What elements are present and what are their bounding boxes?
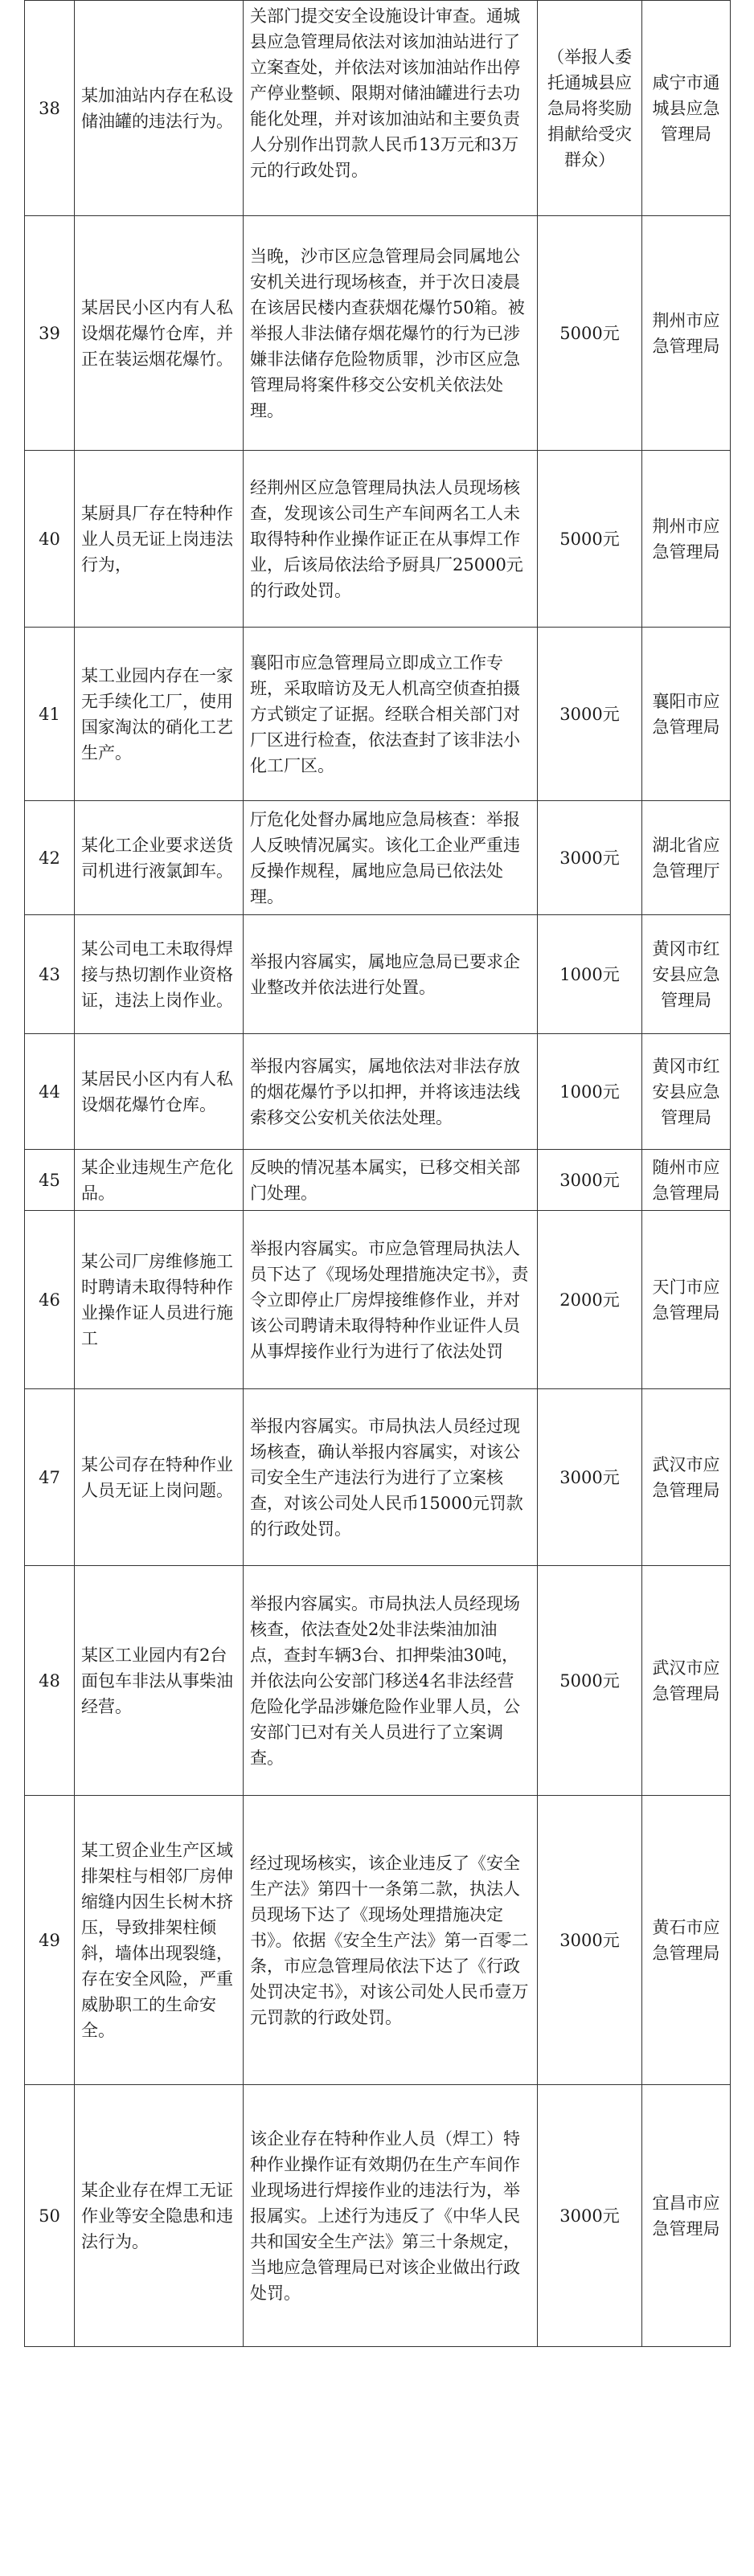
handling-department: 随州市应急管理局 — [642, 1150, 731, 1211]
handling-result: 该企业存在特种作业人员（焊工）特种作业操作证有效期仍在生产车间作业现场进行焊接作业的违法行为，举报属实。上述行为违反了《中华人民共和国安全生产法》第三十条规定，当地应急管理局已对该企业做出行政处罚。 — [244, 2085, 538, 2347]
reward-amount: 5000元 — [538, 216, 642, 451]
reward-amount: 3000元 — [538, 801, 642, 915]
table-row — [25, 1389, 731, 1566]
reported-problem: 某加油站内存在私设储油罐的违法行为。 — [75, 1, 244, 216]
handling-department: 武汉市应急管理局 — [642, 1389, 731, 1566]
row-number: 45 — [25, 1150, 75, 1211]
handling-department: 黄冈市红安县应急管理局 — [642, 1034, 731, 1150]
reported-problem: 某居民小区内有人私设烟花爆竹仓库。 — [75, 1034, 244, 1150]
reward-amount: 5000元 — [538, 1566, 642, 1796]
table-row — [25, 1, 731, 216]
reported-problem: 某企业存在焊工无证作业等安全隐患和违法行为。 — [75, 2085, 244, 2347]
handling-result: 经过现场核实，该企业违反了《安全生产法》第四十一条第二款，执法人员现场下达了《现场处理措施决定书》。依据《安全生产法》第一百零二条，市应急管理局依法下达了《行政处罚决定书》，对该公司处人民币壹万元罚款的行政处罚。 — [244, 1796, 538, 2085]
reward-amount: （举报人委托通城县应急局将奖励捐献给受灾群众） — [538, 1, 642, 216]
reported-problem: 某化工企业要求送货司机进行液氯卸车。 — [75, 801, 244, 915]
table-row — [25, 915, 731, 1034]
table-row — [25, 1566, 731, 1796]
handling-department: 黄冈市红安县应急管理局 — [642, 915, 731, 1034]
reward-amount: 5000元 — [538, 451, 642, 628]
row-number: 41 — [25, 628, 75, 801]
row-number: 48 — [25, 1566, 75, 1796]
handling-department: 荆州市应急管理局 — [642, 216, 731, 451]
row-number: 44 — [25, 1034, 75, 1150]
handling-result: 反映的情况基本属实，已移交相关部门处理。 — [244, 1150, 538, 1211]
handling-result: 厅危化处督办属地应急局核查：举报人反映情况属实。该化工企业严重违反操作规程，属地应急局已依法处理。 — [244, 801, 538, 915]
handling-department: 武汉市应急管理局 — [642, 1566, 731, 1796]
row-number: 39 — [25, 216, 75, 451]
reported-problem: 某工业园内存在一家无手续化工厂，使用国家淘汰的硝化工艺生产。 — [75, 628, 244, 801]
row-number: 46 — [25, 1211, 75, 1389]
handling-result: 举报内容属实，属地依法对非法存放的烟花爆竹予以扣押，并将该违法线索移交公安机关依法处理。 — [244, 1034, 538, 1150]
table-row — [25, 1211, 731, 1389]
reported-problem: 某区工业园内有2台面包车非法从事柴油经营。 — [75, 1566, 244, 1796]
reward-amount: 3000元 — [538, 628, 642, 801]
reported-problem: 某公司厂房维修施工时聘请未取得特种作业操作证人员进行施工 — [75, 1211, 244, 1389]
table-row — [25, 801, 731, 915]
row-number: 50 — [25, 2085, 75, 2347]
reward-amount: 3000元 — [538, 1389, 642, 1566]
reward-amount: 2000元 — [538, 1211, 642, 1389]
handling-department: 襄阳市应急管理局 — [642, 628, 731, 801]
row-number: 38 — [25, 1, 75, 216]
reported-problem: 某工贸企业生产区域排架柱与相邻厂房伸缩缝内因生长树木挤压，导致排架柱倾斜，墙体出现裂缝，存在安全风险，严重威胁职工的生命安全。 — [75, 1796, 244, 2085]
table-row — [25, 1034, 731, 1150]
handling-result: 举报内容属实，属地应急局已要求企业整改并依法进行处置。 — [244, 915, 538, 1034]
table-row — [25, 451, 731, 628]
reward-table-page — [24, 0, 730, 2347]
reward-amount: 3000元 — [538, 2085, 642, 2347]
handling-department: 湖北省应急管理厅 — [642, 801, 731, 915]
reward-amount: 1000元 — [538, 1034, 642, 1150]
table-row — [25, 1150, 731, 1211]
reported-problem: 某公司存在特种作业人员无证上岗问题。 — [75, 1389, 244, 1566]
table-row — [25, 628, 731, 801]
handling-result: 当晚，沙市区应急管理局会同属地公安机关进行现场核查，并于次日凌晨在该居民楼内查获烟花爆竹50箱。被举报人非法储存烟花爆竹的行为已涉嫌非法储存危险物质罪，沙市区应急管理局将案件移交公安机关依法处理。 — [244, 216, 538, 451]
row-number: 43 — [25, 915, 75, 1034]
handling-result: 举报内容属实。市局执法人员经现场核查，依法查处2处非法柴油加油点，查封车辆3台、扣押柴油30吨，并依法向公安部门移送4名非法经营危险化学品涉嫌危险作业罪人员，公安部门已对有关人员进行了立案调查。 — [244, 1566, 538, 1796]
handling-result: 襄阳市应急管理局立即成立工作专班，采取暗访及无人机高空侦查拍摄方式锁定了证据。经联合相关部门对厂区进行检查，依法查封了该非法小化工厂区。 — [244, 628, 538, 801]
handling-result: 举报内容属实。市应急管理局执法人员下达了《现场处理措施决定书》，责令立即停止厂房焊接维修作业，并对该公司聘请未取得特种作业证件人员从事焊接作业行为进行了依法处罚 — [244, 1211, 538, 1389]
handling-department: 天门市应急管理局 — [642, 1211, 731, 1389]
row-number: 47 — [25, 1389, 75, 1566]
reported-problem: 某居民小区内有人私设烟花爆竹仓库，并正在装运烟花爆竹。 — [75, 216, 244, 451]
handling-result: 关部门提交安全设施设计审查。通城县应急管理局依法对该加油站进行了立案查处，并依法对该加油站作出停产停业整顿、限期对储油罐进行去功能化处理，并对该加油站和主要负责人分别作出罚款人民币13万元和3万元的行政处罚。 — [244, 1, 538, 216]
reward-amount: 1000元 — [538, 915, 642, 1034]
table-row — [25, 1796, 731, 2085]
handling-department: 咸宁市通城县应急管理局 — [642, 1, 731, 216]
handling-department: 荆州市应急管理局 — [642, 451, 731, 628]
handling-department: 宜昌市应急管理局 — [642, 2085, 731, 2347]
handling-result: 经荆州区应急管理局执法人员现场核查，发现该公司生产车间两名工人未取得特种作业操作证正在从事焊工作业，后该局依法给予厨具厂25000元的行政处罚。 — [244, 451, 538, 628]
reward-amount: 3000元 — [538, 1796, 642, 2085]
handling-department: 黄石市应急管理局 — [642, 1796, 731, 2085]
reported-problem: 某公司电工未取得焊接与热切割作业资格证，违法上岗作业。 — [75, 915, 244, 1034]
row-number: 49 — [25, 1796, 75, 2085]
row-number: 42 — [25, 801, 75, 915]
reported-problem: 某企业违规生产危化品。 — [75, 1150, 244, 1211]
table-row — [25, 2085, 731, 2347]
table-row — [25, 216, 731, 451]
reward-table — [24, 0, 731, 2347]
reward-amount: 3000元 — [538, 1150, 642, 1211]
reported-problem: 某厨具厂存在特种作业人员无证上岗违法行为， — [75, 451, 244, 628]
row-number: 40 — [25, 451, 75, 628]
handling-result: 举报内容属实。市局执法人员经过现场核查，确认举报内容属实，对该公司安全生产违法行为进行了立案核查，对该公司处人民币15000元罚款的行政处罚。 — [244, 1389, 538, 1566]
